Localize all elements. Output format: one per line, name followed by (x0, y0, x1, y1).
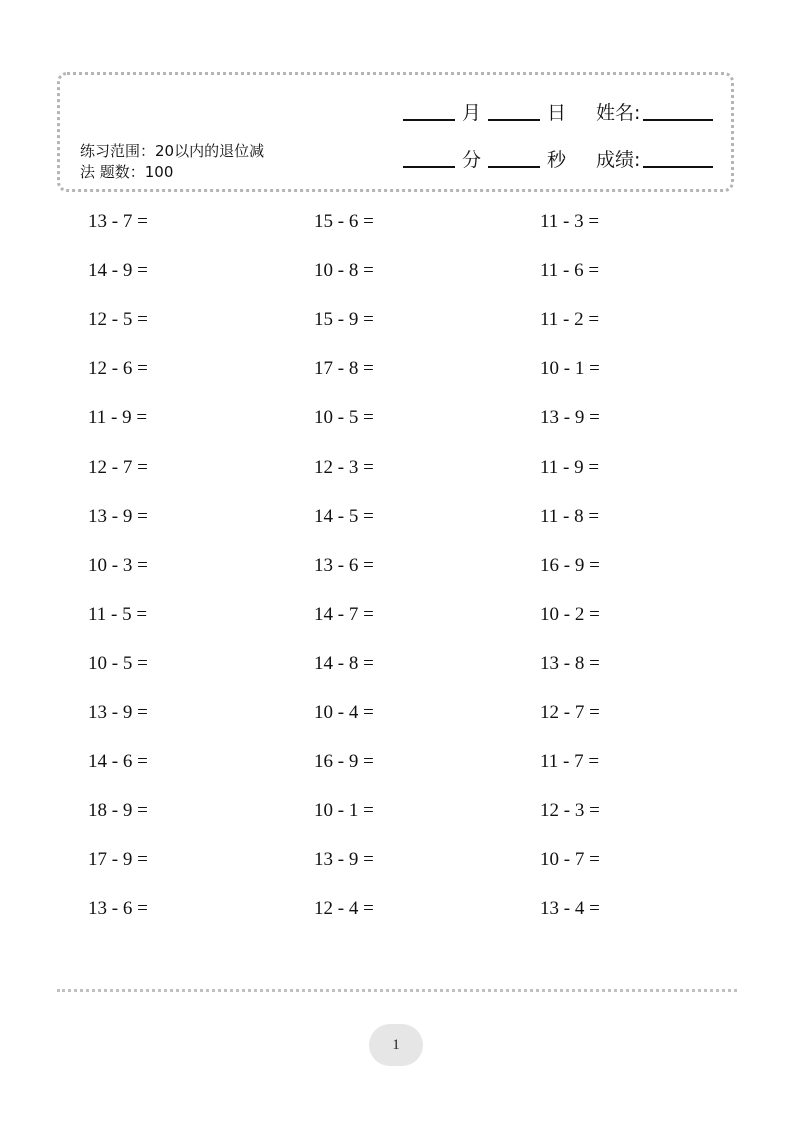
problem-item: 15 - 6 = (314, 211, 374, 232)
exercise-info (80, 141, 290, 183)
score-blank[interactable] (643, 166, 713, 168)
month-blank[interactable] (403, 119, 455, 121)
problem-item: 12 - 5 = (88, 309, 148, 331)
problem-item: 10 - 4 = (314, 702, 374, 723)
problem-item: 13 - 4 = (540, 898, 600, 920)
problem-item: 10 - 3 = (88, 554, 148, 576)
problem-item: 16 - 9 = (540, 554, 600, 576)
problem-item: 13 - 6 = (314, 554, 374, 576)
problem-item: 11 - 7 = (540, 751, 600, 773)
problem-item: 17 - 8 = (314, 358, 374, 380)
problem-item: 10 - 2 = (540, 603, 600, 625)
problem-item: 12 - 7 = (88, 456, 148, 478)
problem-item: 11 - 9 = (540, 456, 600, 478)
problem-item: 10 - 7 = (540, 849, 600, 871)
problem-item: 10 - 1 = (314, 800, 374, 822)
problem-item: 11 - 8 = (540, 505, 600, 527)
problem-item: 12 - 3 = (314, 456, 374, 478)
problem-item: 14 - 9 = (88, 260, 148, 282)
time-score-row (403, 142, 713, 172)
problem-item: 13 - 9 = (88, 702, 148, 723)
problem-item: 14 - 7 = (314, 603, 374, 625)
problem-item: 11 - 6 = (540, 260, 600, 282)
exercise-count-text: 法 题数：100 (80, 163, 174, 181)
problem-item: 10 - 5 = (314, 407, 374, 429)
problem-item: 15 - 9 = (314, 309, 374, 331)
day-blank[interactable] (488, 119, 540, 121)
problem-item: 18 - 9 = (88, 800, 148, 822)
problem-item: 14 - 6 = (88, 751, 148, 773)
problem-item: 13 - 9 = (88, 505, 148, 527)
minute-blank[interactable] (403, 166, 455, 168)
problem-item: 11 - 9 = (88, 407, 148, 429)
problem-item: 11 - 2 = (540, 309, 600, 331)
bottom-divider (57, 989, 737, 992)
problem-item: 13 - 9 = (314, 849, 374, 871)
problem-item: 11 - 3 = (540, 211, 600, 232)
day-label: 日 (547, 102, 567, 124)
name-blank[interactable] (643, 119, 713, 121)
problem-item: 16 - 9 = (314, 751, 374, 773)
date-name-row (403, 95, 713, 125)
problem-item: 10 - 1 = (540, 358, 600, 380)
problem-item: 14 - 8 = (314, 652, 374, 674)
problem-item: 13 - 8 = (540, 652, 600, 674)
second-blank[interactable] (488, 166, 540, 168)
problem-item: 12 - 7 = (540, 702, 600, 723)
problem-item: 14 - 5 = (314, 505, 374, 527)
page-number: 1 (369, 1024, 423, 1066)
second-label: 秒 (547, 149, 567, 171)
month-label: 月 (462, 102, 482, 124)
problem-item: 12 - 6 = (88, 358, 148, 380)
problem-item: 12 - 3 = (540, 800, 600, 822)
minute-label: 分 (462, 149, 482, 171)
name-label: 姓名: (596, 102, 641, 124)
problem-item: 13 - 7 = (88, 211, 148, 232)
score-label: 成绩: (596, 149, 641, 171)
problem-item: 10 - 5 = (88, 652, 148, 674)
exercise-range-text: 练习范围：20以内的退位减 (80, 142, 265, 160)
problem-item: 13 - 9 = (540, 407, 600, 429)
problem-item: 13 - 6 = (88, 898, 148, 920)
problem-item: 11 - 5 = (88, 603, 148, 625)
problem-item: 12 - 4 = (314, 898, 374, 920)
problem-item: 10 - 8 = (314, 260, 374, 282)
problem-item: 17 - 9 = (88, 849, 148, 871)
